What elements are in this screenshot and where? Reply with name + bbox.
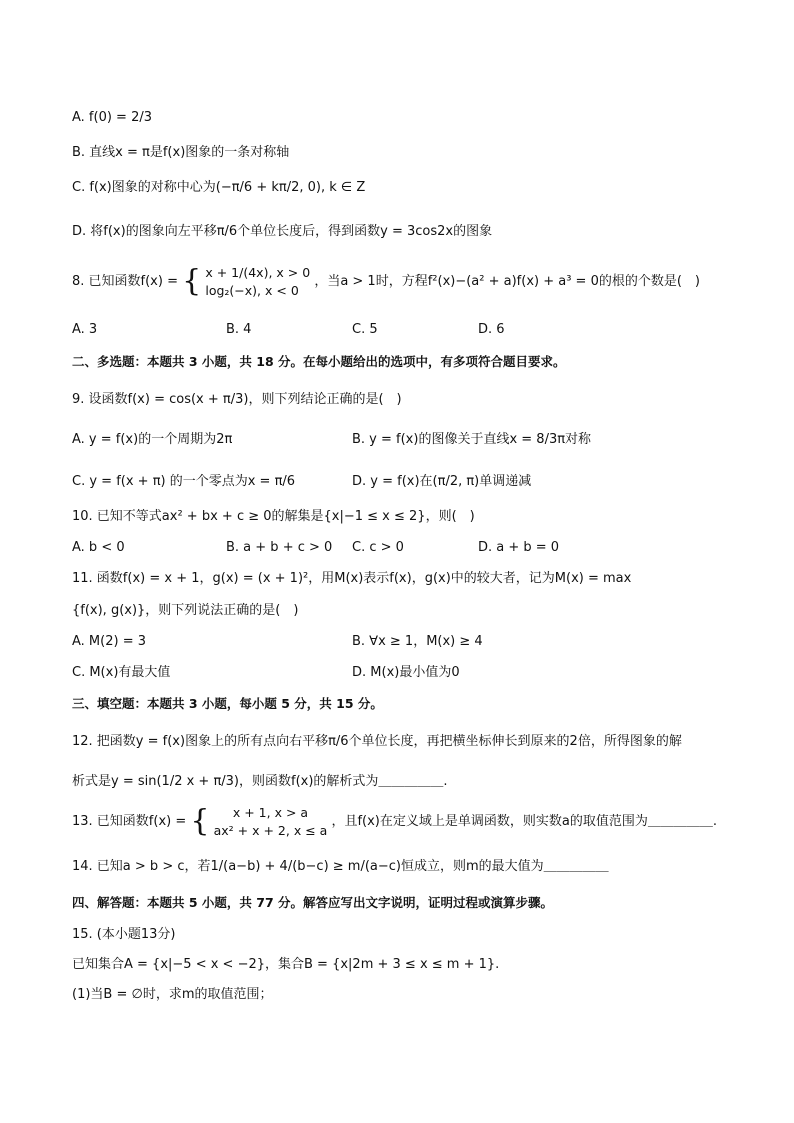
q8-brace: { xyxy=(182,263,202,299)
q11-option-b: B. ∀x ≥ 1，M(x) ≥ 4 xyxy=(352,634,483,649)
q11-option-c: C. M(x)有最大值 xyxy=(72,665,171,680)
q7-option-a: A. f(0) = 2/3 xyxy=(72,110,152,125)
q10-stem: 10. 已知不等式ax² + bx + c ≥ 0的解集是{x|−1 ≤ x ≤ 2}，则( ) xyxy=(72,509,475,524)
q9-option-b: B. y = f(x)的图像关于直线x = 8/3π对称 xyxy=(352,432,592,447)
q13-piece-2: ax² + x + 2, x ≤ a xyxy=(213,822,328,838)
q13-piece-1: x + 1, x > a xyxy=(232,804,309,820)
q11-stem-line1: 11. 函数f(x) = x + 1，g(x) = (x + 1)²，用M(x)表示f(x)，g(x)中的较大者，记为M(x) = max xyxy=(72,571,632,586)
q7-option-c: C. f(x)图象的对称中心为(−π/6 + kπ/2, 0), k ∈ Z xyxy=(72,180,366,195)
q13-brace: { xyxy=(190,803,210,839)
q9-option-c: C. y = f(x + π) 的一个零点为x = π/6 xyxy=(72,474,296,489)
q9-option-d: D. y = f(x)在(π/2, π)单调递减 xyxy=(352,474,532,489)
q8-piece-2: log₂(−x), x < 0 xyxy=(205,282,299,298)
q12-line2: 析式是y = sin(1/2 x + π/3)，则函数f(x)的解析式为＿＿＿＿＿. xyxy=(72,774,448,789)
q12-line1: 12. 把函数y = f(x)图象上的所有点向右平移π/6个单位长度，再把横坐标伸长到原来的2倍，所得图象的解 xyxy=(72,734,682,749)
q8-option-a: A. 3 xyxy=(72,322,98,337)
q13-piecewise xyxy=(214,804,328,840)
section-2-heading: 二、多选题：本题共 3 小题，共 18 分。在每小题给出的选项中，有多项符合题目要求。 xyxy=(72,354,566,369)
q15-header: 15. (本小题13分) xyxy=(72,927,176,942)
q9-stem: 9. 设函数f(x) = cos(x + π/3)，则下列结论正确的是( ) xyxy=(72,392,402,407)
q11-option-d: D. M(x)最小值为0 xyxy=(352,665,460,680)
q8-piecewise xyxy=(205,264,310,300)
q15-stem: 已知集合A = {x|−5 < x < −2}，集合B = {x|2m + 3 ≤ x ≤ m + 1}. xyxy=(72,957,500,972)
q10-option-d: D. a + b = 0 xyxy=(478,540,560,555)
q8-option-d: D. 6 xyxy=(478,322,505,337)
q11-option-a: A. M(2) = 3 xyxy=(72,634,146,649)
q9-option-a: A. y = f(x)的一个周期为2π xyxy=(72,432,233,447)
q10-option-b: B. a + b + c > 0 xyxy=(226,540,333,555)
q10-option-a: A. b < 0 xyxy=(72,540,125,555)
q11-stem-line2: {f(x), g(x)}，则下列说法正确的是( ) xyxy=(72,603,299,618)
q8-piece-1: x + 1/(4x), x > 0 xyxy=(205,264,311,280)
section-4-heading: 四、解答题：本题共 5 小题，共 77 分。解答应写出文字说明，证明过程或演算步骤。 xyxy=(72,895,554,910)
q13-stem-suffix: ，且f(x)在定义域上是单调函数，则实数a的取值范围为＿＿＿＿＿. xyxy=(331,814,717,829)
q13-stem-prefix: 13. 已知函数f(x) = xyxy=(72,814,187,829)
q8-option-b: B. 4 xyxy=(226,322,252,337)
q10-option-c: C. c > 0 xyxy=(352,540,404,555)
q8-option-c: C. 5 xyxy=(352,322,378,337)
q13-stem xyxy=(72,802,717,842)
section-3-heading: 三、填空题：本题共 3 小题，每小题 5 分，共 15 分。 xyxy=(72,696,383,711)
q7-option-b: B. 直线x = π是f(x)图象的一条对称轴 xyxy=(72,145,290,160)
q15-part1: (1)当B = ∅时，求m的取值范围； xyxy=(72,987,273,1002)
q7-option-d: D. 将f(x)的图象向左平移π/6个单位长度后，得到函数y = 3cos2x的图象 xyxy=(72,224,493,239)
q14-stem: 14. 已知a > b > c，若1/(a−b) + 4/(b−c) ≥ m/(a−c)恒成立，则m的最大值为＿＿＿＿＿ xyxy=(72,859,609,874)
q8-stem xyxy=(72,262,700,302)
q8-stem-suffix: ，当a > 1时，方程f²(x)−(a² + a)f(x) + a³ = 0的根的个数是( ) xyxy=(314,274,700,289)
q8-stem-prefix: 8. 已知函数f(x) = xyxy=(72,274,178,289)
